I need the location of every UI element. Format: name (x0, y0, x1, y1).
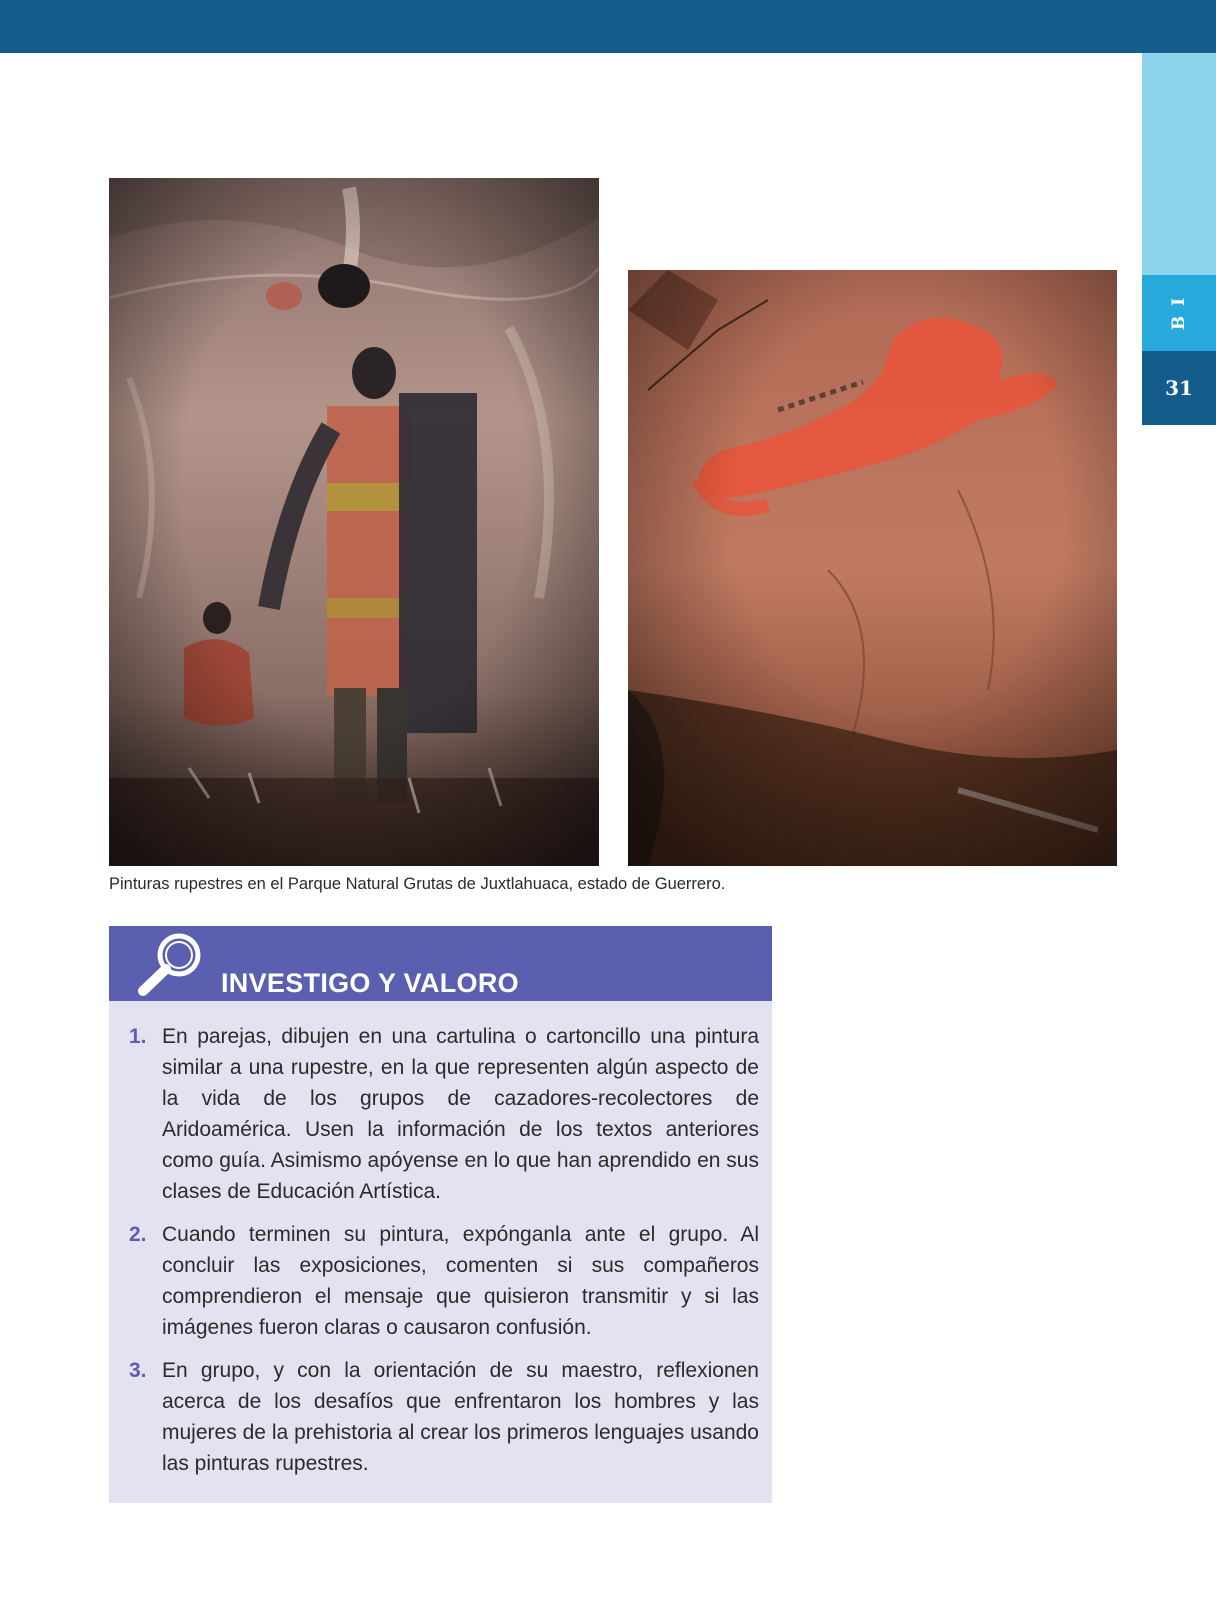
activity-title: INVESTIGO Y VALORO (221, 968, 519, 998)
item-number: 3. (129, 1359, 147, 1382)
activity-item (129, 1021, 759, 1207)
block-label: B I (1169, 295, 1189, 331)
top-header-bar (0, 0, 1216, 53)
activity-item (129, 1219, 759, 1343)
item-text: En parejas, dibujen en una cartulina o cartoncillo una pintura similar a una rupestre, en la que representen algún aspecto de la vida de los grupos de cazadores-recolectores de Aridoamérica. Usen la información de los textos anteriores como guía. Asimismo apóyense en lo que han aprendido en sus clases de Educación Artística. (162, 1025, 759, 1203)
item-text: Cuando terminen su pintura, expónganla ante el grupo. Al concluir las exposiciones, comenten si sus compañeros comprendieron el mensaje que quisieron transmitir y si las imágenes fueron claras o causaron confusión. (162, 1223, 759, 1339)
activity-box (109, 926, 772, 1503)
side-tab-strip (1142, 53, 1216, 275)
photo-caption: Pinturas rupestres en el Parque Natural Grutas de Juxtlahuaca, estado de Guerrero. (109, 875, 726, 893)
cave-painting-warrior-photo (109, 178, 599, 866)
page-number: 31 (1142, 351, 1216, 425)
item-number: 1. (129, 1025, 147, 1048)
activity-header (109, 926, 772, 1001)
item-number: 2. (129, 1223, 147, 1246)
magnifier-icon (135, 931, 205, 997)
item-text: En grupo, y con la orientación de su maestro, reflexionen acerca de los desafíos que enfrentaron los hombres y las mujeres de la prehistoria al crear los primeros lenguajes usando las pinturas rupestres. (162, 1359, 759, 1475)
cave-painting-red-figure-photo (628, 270, 1117, 866)
activity-item (129, 1355, 759, 1479)
activity-list (129, 1021, 759, 1491)
block-label-tab (1142, 275, 1216, 351)
